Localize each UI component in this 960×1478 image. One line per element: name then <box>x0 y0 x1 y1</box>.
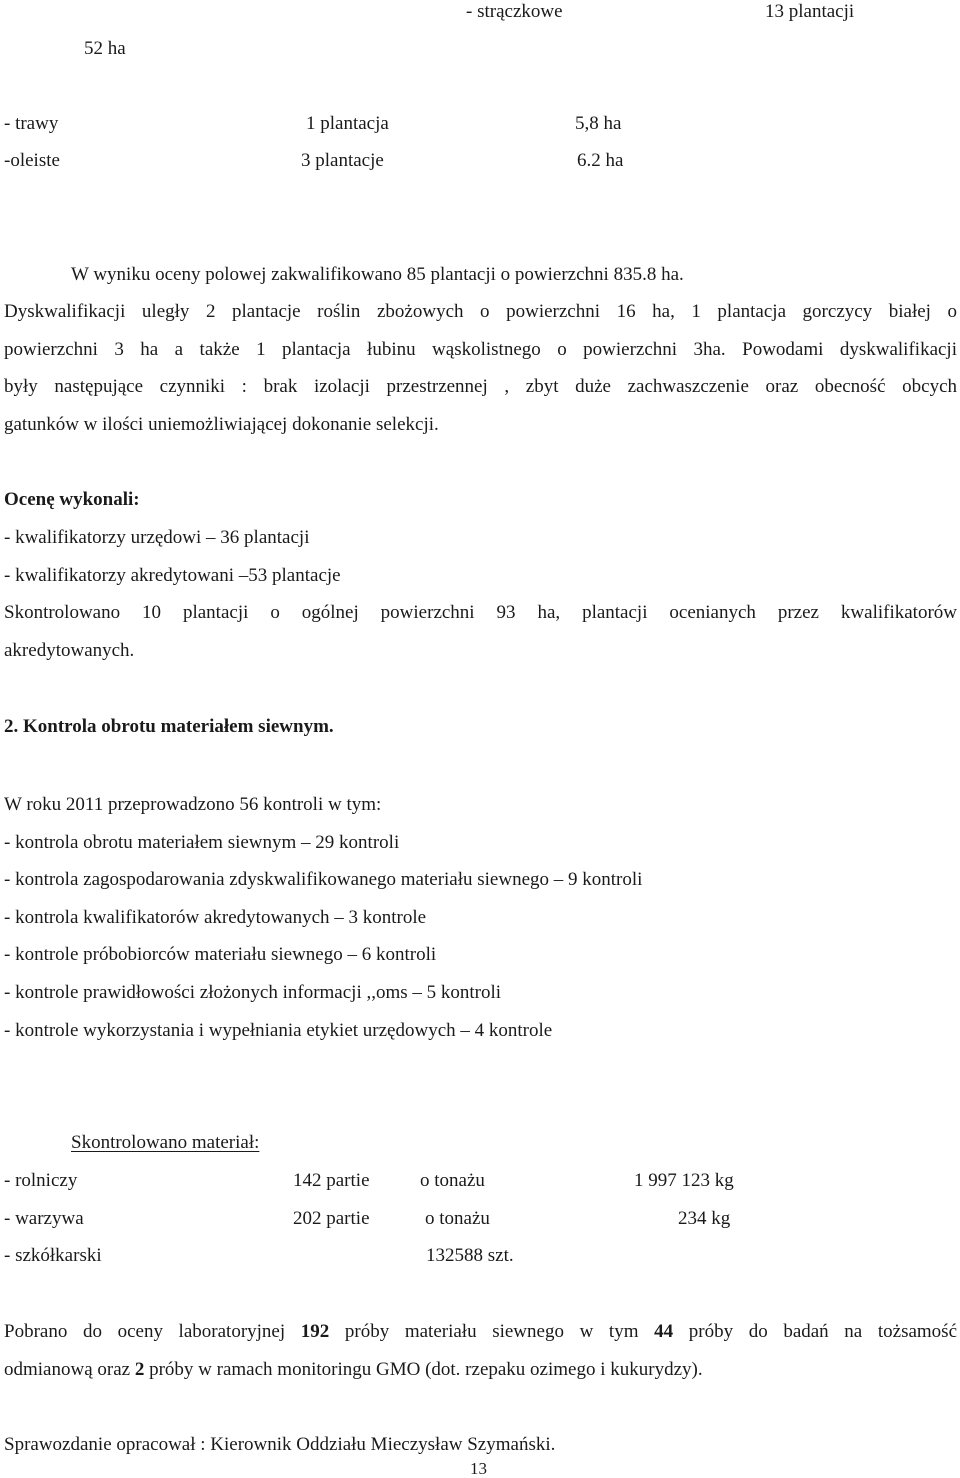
material-parties: 142 partie <box>293 1170 370 1191</box>
section-heading: 2. Kontrola obrotu materiałem siewnym. <box>4 716 334 737</box>
control-item: - kontrole wykorzystania i wypełniania etykiet urzędowych – 4 kontrole <box>4 1020 553 1041</box>
crop-name-straczkowe: - strączkowe <box>466 1 563 22</box>
crop-count-trawy: 1 plantacja <box>306 113 389 134</box>
samples-line <box>4 1322 957 1341</box>
assessment-heading: Ocenę wykonali: <box>4 489 140 510</box>
samples-text: próby w ramach monitoringu GMO (dot. rzepaku ozimego i kukurydzy). <box>144 1359 703 1380</box>
paragraph-line: były następujące czynniki : brak izolacji przestrzennej , zbyt duże zachwaszczenie oraz obecność obcych <box>4 376 957 397</box>
material-amount: 1 997 123 kg <box>634 1170 734 1191</box>
material-label: o tonażu <box>425 1208 490 1229</box>
samples-text: odmianową oraz <box>4 1359 135 1380</box>
crop-area-trawy: 5,8 ha <box>575 113 622 134</box>
samples-text: próby do badań na tożsamość <box>673 1321 958 1342</box>
samples-number: 44 <box>654 1321 674 1342</box>
paragraph-line: Dyskwalifikacji uległy 2 plantacje roślin zbożowych o powierzchni 16 ha, 1 plantacja gorczycy białej o <box>4 301 957 322</box>
paragraph-line: Skontrolowano 10 plantacji o ogólnej powierzchni 93 ha, plantacji ocenianych przez kwalifikatorów <box>4 602 957 623</box>
crop-area-straczkowe: 52 ha <box>84 38 126 59</box>
paragraph-line: akredytowanych. <box>4 640 135 661</box>
material-parties: 202 partie <box>293 1208 370 1229</box>
control-item: - kontrole prawidłowości złożonych informacji ,,oms – 5 kontroli <box>4 982 502 1003</box>
material-label: o tonażu <box>420 1170 485 1191</box>
control-item: - kontrole próbobiorców materiału siewnego – 6 kontroli <box>4 944 437 965</box>
assessment-item: - kwalifikatorzy akredytowani –53 plantacje <box>4 565 341 586</box>
paragraph-line: gatunków w ilości uniemożliwiającej dokonanie selekcji. <box>4 414 439 435</box>
crop-count-straczkowe: 13 plantacji <box>765 1 855 22</box>
assessment-item: - kwalifikatorzy urzędowi – 36 plantacji <box>4 527 310 548</box>
signature: Sprawozdanie opracował : Kierownik Oddziału Mieczysław Szymański. <box>4 1434 556 1455</box>
material-amount: 234 kg <box>678 1208 731 1229</box>
control-item: - kontrola obrotu materiałem siewnym – 29 kontroli <box>4 832 400 853</box>
paragraph-line: powierzchni 3 ha a także 1 plantacja łubinu wąskolistnego o powierzchni 3ha. Powodami dyskwalifikacji <box>4 339 957 360</box>
samples-number: 2 <box>134 1359 145 1380</box>
crop-name-oleiste: -oleiste <box>4 150 60 171</box>
paragraph-line: W wyniku oceny polowej zakwalifikowano 85 plantacji o powierzchni 835.8 ha. <box>71 264 684 285</box>
section-intro: W roku 2011 przeprowadzono 56 kontroli w tym: <box>4 794 382 815</box>
page-number: 13 <box>470 1459 487 1478</box>
crop-name-trawy: - trawy <box>4 113 59 134</box>
crop-area-oleiste: 6.2 ha <box>577 150 624 171</box>
samples-text: Pobrano do oceny laboratoryjnej <box>4 1321 301 1342</box>
crop-count-oleiste: 3 plantacje <box>301 150 384 171</box>
material-heading: Skontrolowano materiał: <box>71 1132 260 1153</box>
material-name: - rolniczy <box>4 1170 78 1191</box>
samples-number: 192 <box>300 1321 330 1342</box>
samples-line <box>4 1360 703 1379</box>
control-item: - kontrola zagospodarowania zdyskwalifikowanego materiału siewnego – 9 kontroli <box>4 869 643 890</box>
material-amount: 132588 szt. <box>426 1245 514 1266</box>
samples-text: próby materiału siewnego w tym <box>329 1321 655 1342</box>
control-item: - kontrola kwalifikatorów akredytowanych – 3 kontrole <box>4 907 427 928</box>
material-name: - szkółkarski <box>4 1245 102 1266</box>
material-name: - warzywa <box>4 1208 84 1229</box>
